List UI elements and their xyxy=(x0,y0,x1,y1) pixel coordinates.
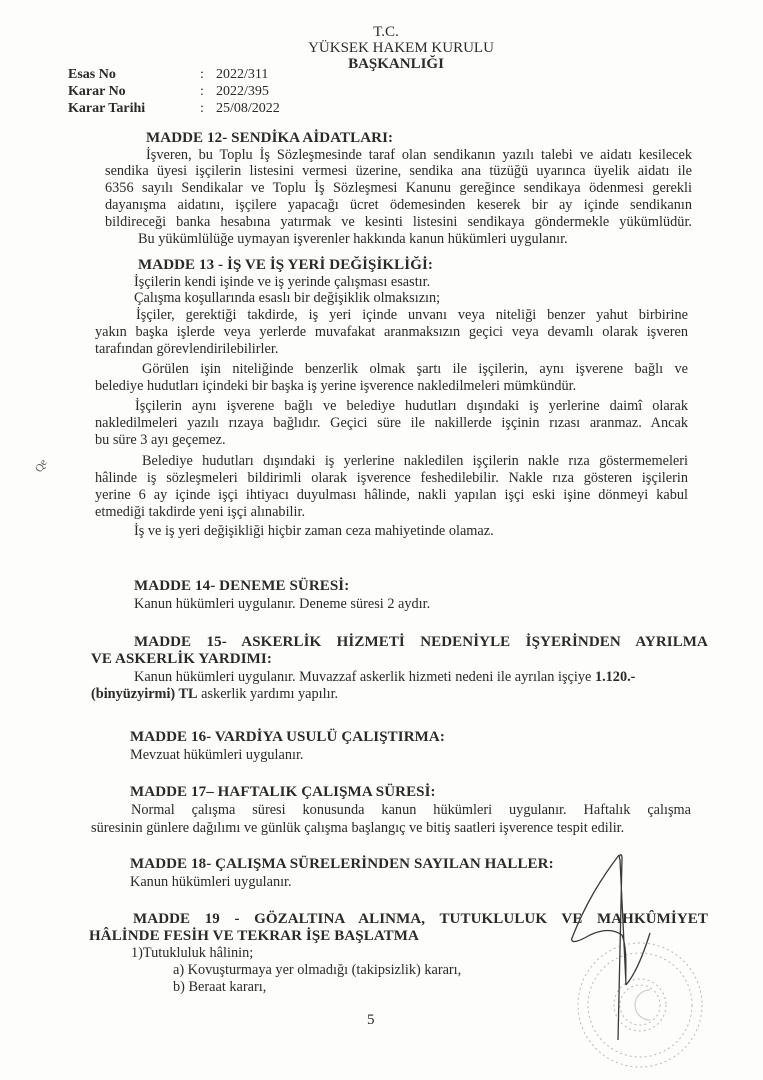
case-info-value: 25/08/2022 xyxy=(216,101,280,116)
article-19-heading-cont: HÂLİNDE FESİH VE TEKRAR İŞE BAŞLATMA xyxy=(89,928,419,944)
article-12-line: Bu yükümlülüğe uymayan işverenler hakkında kanun hükümleri uygulanır. xyxy=(138,231,568,247)
article-18-heading: MADDE 18- ÇALIŞMA SÜRELERİNDEN SAYILAN HALLER: xyxy=(130,856,554,872)
article-13-line: belediye hudutları içindeki bir başka iş yerine işverence nakledilmeleri mümkündür. xyxy=(95,378,577,394)
article-12-heading: MADDE 12- SENDİKA AİDATLARI: xyxy=(146,130,394,146)
article-14-line: Kanun hükümleri uygulanır. Deneme süresi 2 aydır. xyxy=(134,596,431,612)
signature xyxy=(572,855,650,1040)
article-12-line: 6356 sayılı Sendikalar ve Toplu İş Sözleşmesi Kanunu gereğince sendikaya ödenmesi gerekli xyxy=(105,180,692,196)
article-13-line: etmediği takdirde yeni işçi alınabilir. xyxy=(95,504,306,520)
case-info-sep: : xyxy=(200,84,204,99)
header-institution: YÜKSEK HAKEM KURULU xyxy=(308,40,494,56)
margin-initials: Qe xyxy=(33,457,50,475)
article-19-line: a) Kovuşturmaya yer olmadığı (takipsizlik) kararı, xyxy=(173,962,462,978)
case-info-sep: : xyxy=(200,101,204,116)
article-19-line: b) Beraat kararı, xyxy=(173,979,267,995)
case-info-value: 2022/311 xyxy=(216,67,269,82)
article-13-line: hâlinde iş sözleşmeleri bildirimli olarak işverence feshedilebilir. Nakle rıza gösteren işçilerin xyxy=(95,470,688,486)
article-13-line: tarafından görevlendirilebilirler. xyxy=(95,341,279,357)
article-15-heading-cont: VE ASKERLİK YARDIMI: xyxy=(91,651,272,667)
article-12-line: dayanışma aidatını, işçilere yapacağı ücret ödemesinden keserek bir ay içinde sendikanın xyxy=(105,197,692,213)
article-13-heading: MADDE 13 - İŞ VE İŞ YERİ DEĞİŞİKLİĞİ: xyxy=(138,257,434,273)
article-19-line: 1)Tutukluluk hâlinin; xyxy=(131,945,254,961)
article-12-line: sendika üyesi işçilerin listesini vermesi üzerine, sendika ana tüzüğü uyarınca üyelik aidatı ile xyxy=(105,163,692,179)
article-14-heading: MADDE 14- DENEME SÜRESİ: xyxy=(134,578,350,594)
article-15-amount-words: (binyüzyirmi) TL xyxy=(91,686,198,702)
article-13-line: İş ve iş yeri değişikliği hiçbir zaman ceza mahiyetinde olamaz. xyxy=(134,523,494,539)
case-info-value: 2022/395 xyxy=(216,84,269,99)
article-13-line: İşçilerin aynı işverene bağlı ve belediye hudutları dışındaki iş yerlerine daimî olarak xyxy=(135,398,688,414)
page-number: 5 xyxy=(367,1012,375,1028)
header-tc: T.C. xyxy=(373,24,399,40)
article-17-heading: MADDE 17– HAFTALIK ÇALIŞMA SÜRESİ: xyxy=(130,784,436,800)
article-12-line: bildireceği banka hesabına yatırmak ve kesinti listesini sendikaya göndermekle yükümlüdür. xyxy=(105,214,692,230)
header-department: BAŞKANLIĞI xyxy=(348,56,444,72)
article-18-line: Kanun hükümleri uygulanır. xyxy=(130,874,292,890)
article-17-line: Normal çalışma süresi konusunda kanun hükümleri uygulanır. Haftalık çalışma xyxy=(131,802,691,818)
case-info-sep: : xyxy=(200,67,204,82)
case-info-label: Karar No xyxy=(68,84,126,99)
article-13-line: İşçiler, gerektiği takdirde, iş yeri içinde unvanı veya niteliği benzer yahut birbirine xyxy=(136,307,688,323)
article-13-line: yakın başka işlerde veya yerlerde muvafakat aranmaksızın geçici veya devamlı olarak işveren xyxy=(95,324,688,340)
article-19-heading: MADDE 19 - GÖZALTINA ALINMA, TUTUKLULUK VE MAHKÛMİYET xyxy=(133,911,708,927)
article-13-line: Belediye hudutları dışındaki iş yerlerine nakledilen işçilerin nakle rıza göstermemeleri xyxy=(142,453,688,469)
article-16-line: Mevzuat hükümleri uygulanır. xyxy=(130,747,304,763)
article-15-amount: 1.120.- xyxy=(594,669,636,685)
article-15-heading: MADDE 15- ASKERLİK HİZMETİ NEDENİYLE İŞYERİNDEN AYRILMA xyxy=(134,634,708,650)
article-15-text: askerlik yardımı yapılır. xyxy=(197,686,339,702)
article-17-line: süresinin günlere dağılımı ve günlük çalışma başlangıç ve bitiş saatleri işverence tespit edilir. xyxy=(91,820,625,836)
article-15-text: Kanun hükümleri uygulanır. Muvazzaf askerlik hizmeti nedeni ile ayrılan işçiye xyxy=(134,669,595,685)
article-16-heading: MADDE 16- VARDİYA USULÜ ÇALIŞTIRMA: xyxy=(130,729,445,745)
case-info-label: Karar Tarihi xyxy=(68,101,146,116)
case-info-label: Esas No xyxy=(68,67,116,82)
article-13-line: Görülen işin niteliğinde benzerlik olmak şartı ile işçilerin, aynı işverene bağlı ve xyxy=(142,361,688,377)
article-13-line: yerine 6 ay içinde işçi ihtiyacı duyulması hâlinde, nakli yapılan işçi eski işine dönmeyi kabul xyxy=(95,487,688,503)
article-13-line: bu süre 3 ayı geçemez. xyxy=(95,432,226,448)
article-13-line: İşçilerin kendi işinde ve iş yerinde çalışması esastır. xyxy=(134,274,431,290)
article-12-line: İşveren, bu Toplu İş Sözleşmesinde taraf olan sendikanın yazılı talebi ve aidatı kesilecek xyxy=(146,147,692,163)
article-13-line: Çalışma koşullarında esaslı bir değişiklik olmaksızın; xyxy=(134,290,441,306)
article-13-line: nakledilmeleri yazılı rızaya bağlıdır. Geçici süre ile nakillerde işçinin rızası aranmaz. Ancak xyxy=(95,415,688,431)
